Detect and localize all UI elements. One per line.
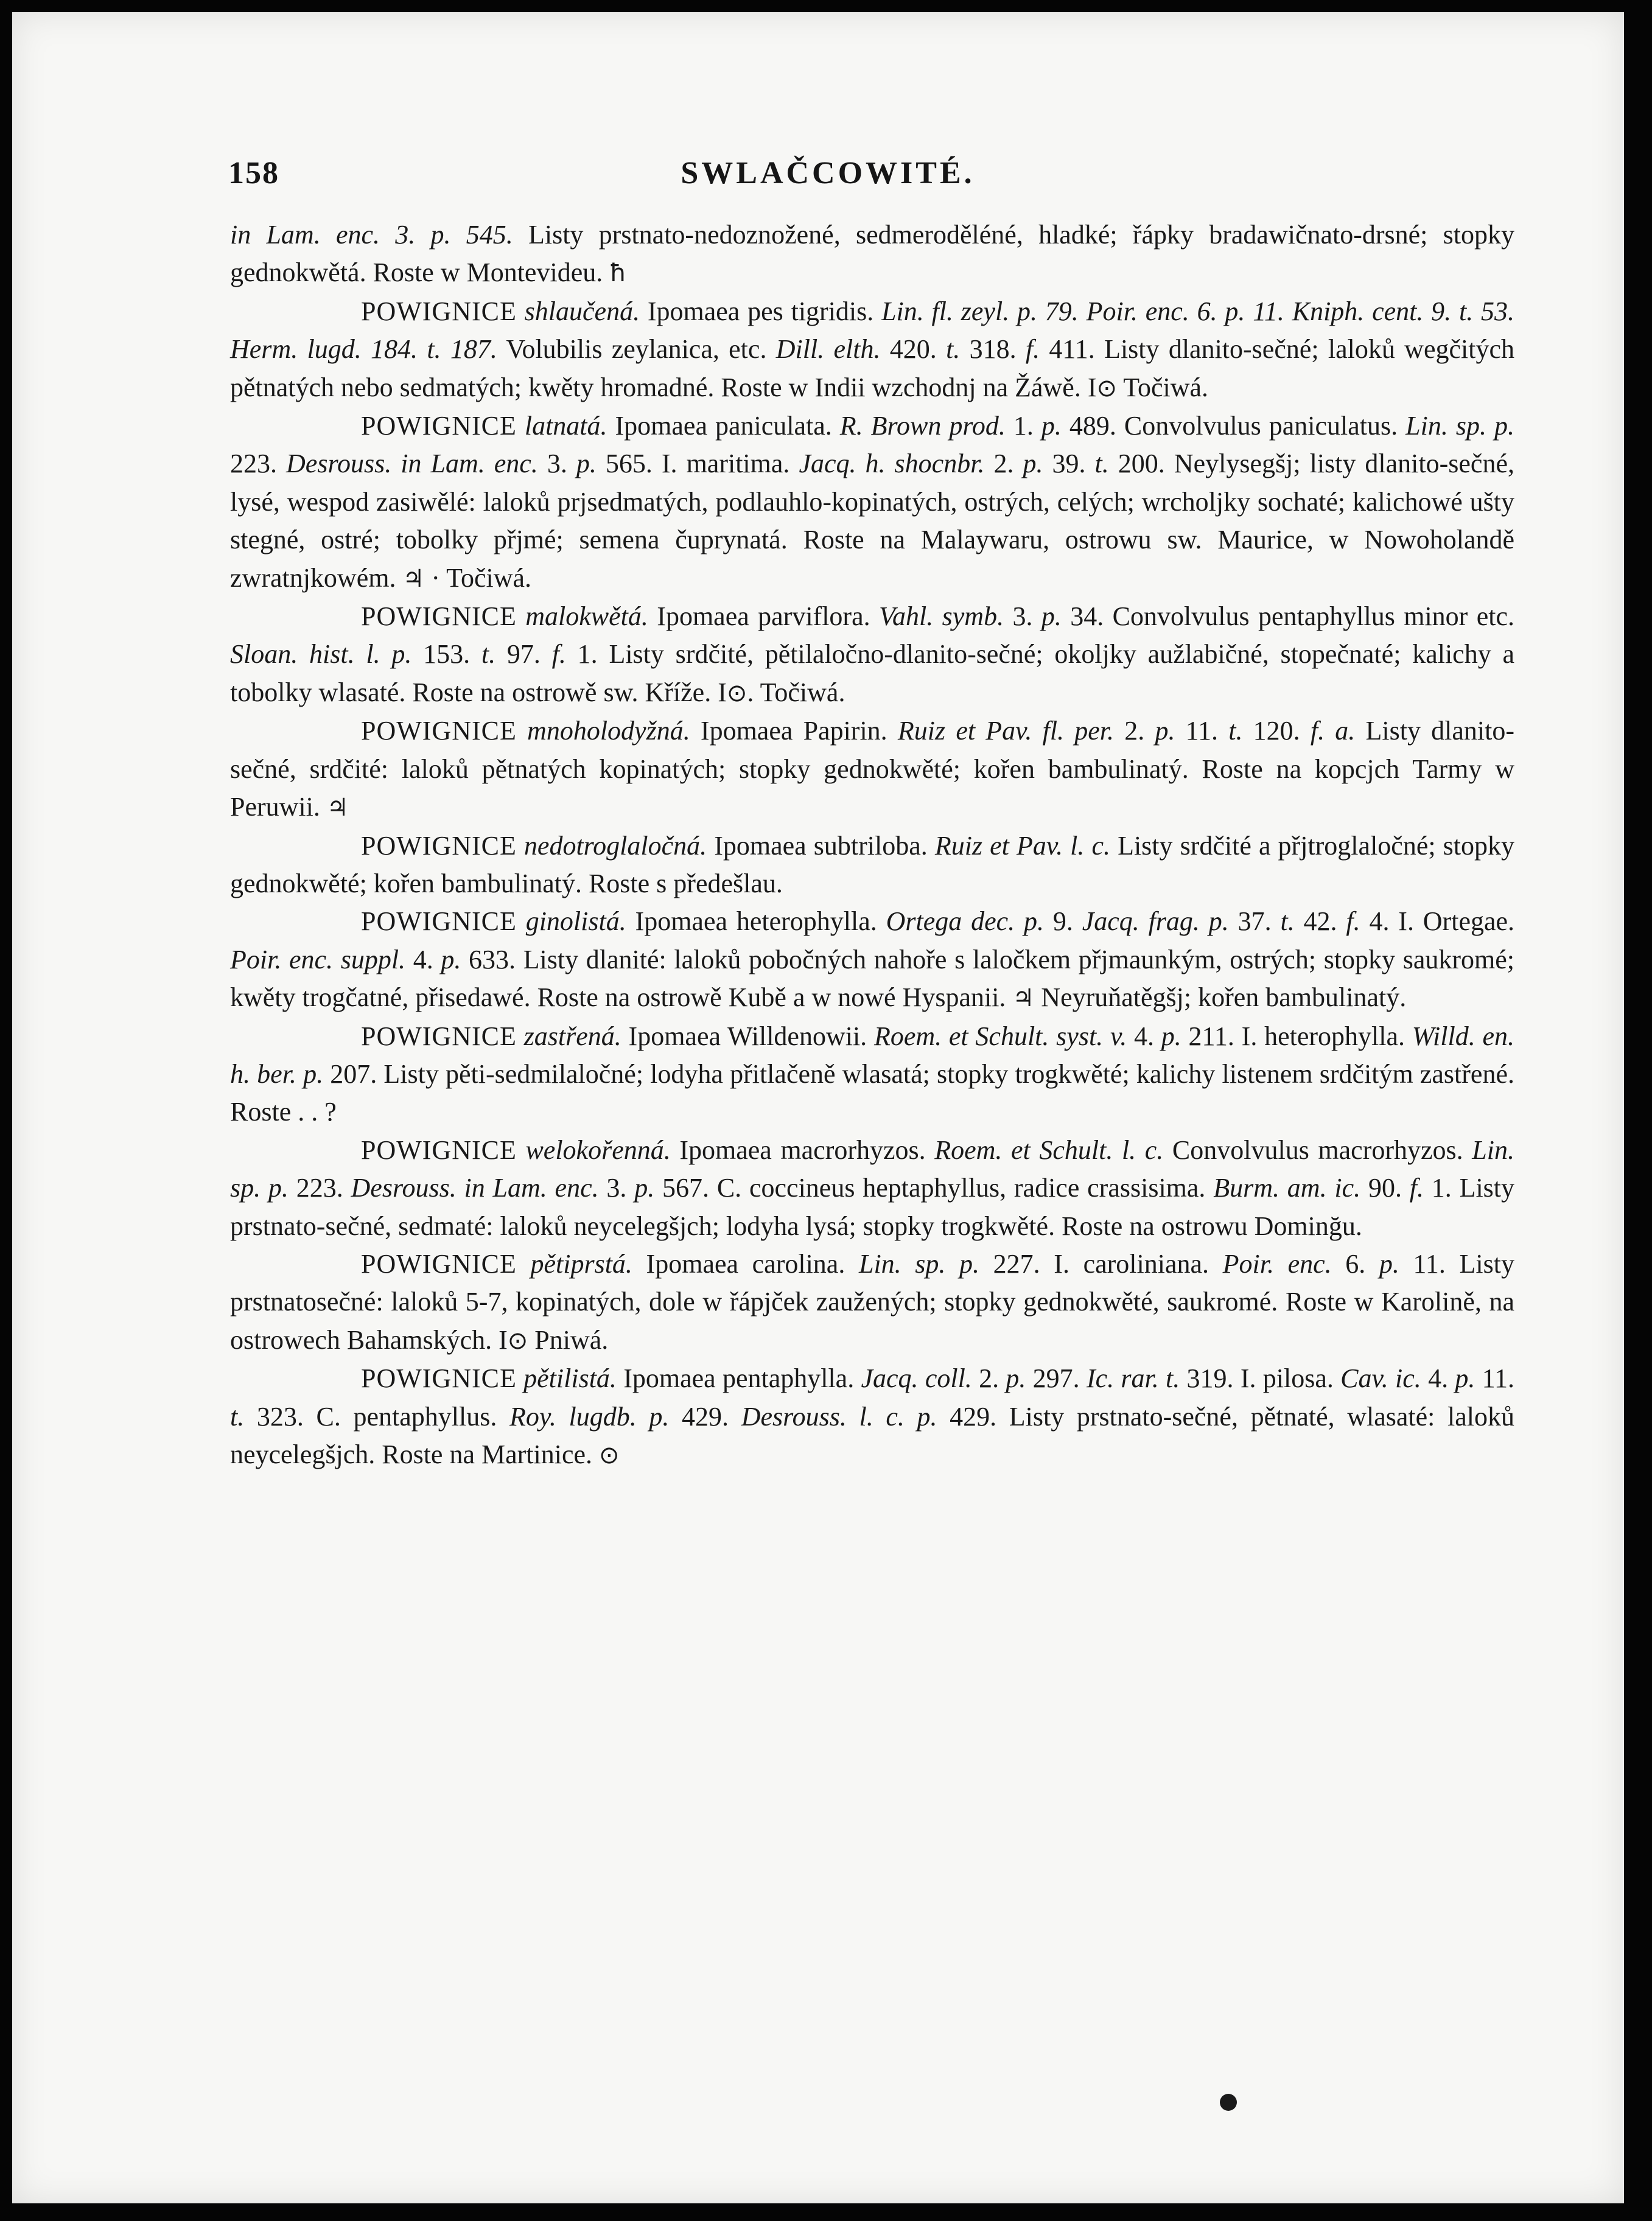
text-segment: 1. (1005, 411, 1041, 441)
citation-segment: p. (1041, 411, 1062, 441)
text-segment: 37. (1228, 906, 1281, 937)
text-segment: Ipomaea parviflora. (648, 601, 880, 632)
citation-segment: f. (1346, 906, 1360, 937)
citation-segment: p. (1155, 716, 1175, 746)
continuation-paragraph (230, 216, 1514, 293)
text-segment: 1. Listy srdčité, pětilaločno-dlanito-sečné; okoljky aužlabičné, stopečnaté; kalichy a tobolky wlasaté. Roste na ostrowě sw. Kříže. I (230, 639, 1514, 707)
botanical-symbol-icon: ♃ (326, 794, 349, 822)
text-segment: · Točiwá. (424, 562, 532, 593)
citation-segment: t. (1094, 449, 1109, 479)
citation-segment: in Lam. enc. 3. p. 545. (230, 220, 513, 250)
text-segment: 3. (1004, 601, 1041, 632)
genus-name: POWIGNICE (361, 1135, 517, 1165)
botanical-symbol-icon: ⊙ (507, 1326, 528, 1355)
citation-segment: ginolistá. (516, 906, 626, 937)
genus-name: POWIGNICE (361, 1363, 517, 1394)
citation-segment: Roem. et Schult. syst. v. (873, 1021, 1127, 1051)
citation-segment: p. (1006, 1363, 1026, 1394)
text-segment: 120. (1242, 716, 1311, 746)
text-segment: Ipomaea macrorhyzos. (670, 1135, 935, 1165)
text-segment: . Točiwá. (747, 677, 845, 707)
text-segment: 319. I. pilosa. (1180, 1363, 1341, 1394)
citation-segment: Lin. sp. p. (858, 1248, 980, 1279)
citation-segment: p. (1023, 449, 1043, 479)
citation-segment: t. (230, 1401, 245, 1432)
citation-segment: t. (481, 639, 496, 670)
botanical-symbol-icon: ⊙ (599, 1441, 620, 1469)
citation-segment: Lin. fl. zeyl. p. 79. Poir. enc. 6. p. 11. Kniph. cent. 9. t. 53. Herm. lugd. 184. t. 187. (230, 296, 1515, 365)
citation-segment: t. (1280, 906, 1295, 937)
genus-name: POWIGNICE (361, 601, 517, 632)
species-entry (230, 903, 1514, 1017)
text-segment: Listy srdčité a přjtroglaločné; stopky gednokwěté; kořen bambulinatý. Roste s předešlau. (230, 830, 1514, 898)
citation-segment: shlaučená. (516, 296, 640, 326)
species-entry (230, 407, 1514, 598)
text-segment: Neyruňatěgšj; kořen bambulinatý. (1034, 982, 1407, 1013)
citation-segment: t. (1228, 716, 1243, 746)
text-segment: 4. (405, 944, 441, 974)
citation-segment: zastřená. (516, 1021, 621, 1051)
citation-segment: f. a. (1310, 716, 1356, 746)
text-segment: Volubilis zeylanica, etc. (497, 334, 776, 365)
text-segment: 633. Listy dlanité: laloků pobočných nahoře s laločkem přjmaunkým, ostrých; stopky saukromé; kwěty trogčatné, přisedawé. Roste na ostrowě Kubě a w nowé Hyspanii. (230, 944, 1514, 1013)
text-segment: 11. (1175, 716, 1229, 746)
citation-segment: Poir. enc. suppl. (230, 944, 406, 974)
botanical-symbol-icon: ħ (609, 259, 627, 288)
text-segment: Convolvulus macrorhyzos. (1163, 1135, 1472, 1165)
genus-name: POWIGNICE (361, 1248, 517, 1279)
citation-segment: R. Brown prod. (839, 411, 1006, 441)
botanical-symbol-icon: ⊙ (1096, 374, 1117, 402)
citation-segment: f. (1409, 1173, 1424, 1203)
citation-segment: f. (551, 639, 566, 670)
text-segment: Ipomaea pentaphylla. (616, 1363, 861, 1394)
citation-segment: Desrouss. l. c. p. (741, 1401, 937, 1432)
species-entry (230, 827, 1514, 903)
citation-segment: welokořenná. (516, 1135, 671, 1165)
text-segment: 4. (1127, 1021, 1161, 1051)
citation-segment: Dill. elth. (775, 334, 881, 365)
running-head-title: SWLAČCOWITÉ. (681, 156, 975, 191)
page-header (228, 155, 1427, 204)
species-entry (230, 1131, 1514, 1245)
citation-segment: p. (1455, 1363, 1475, 1394)
text-segment: 4. I. Ortegae. (1360, 906, 1515, 937)
text-segment: 90. (1360, 1173, 1410, 1203)
text-segment: Ipomaea pes tigridis. (640, 296, 882, 326)
genus-name: POWIGNICE (361, 1021, 517, 1051)
text-segment: 11. Listy prstnatosečné: laloků 5-7, kopinatých, dole w řápjček zaužených; stopky gednokwěté, saukromé. Roste w Karolině, na ostrowech Bahamských. I (230, 1248, 1514, 1355)
text-segment: 489. Convolvulus paniculatus. (1061, 411, 1406, 441)
citation-segment: p. (1041, 601, 1062, 632)
text-segment: 207. Listy pěti-sedmilaločné; lodyha přitlačeně wlasatá; stopky trogkwěté; kalichy listenem srdčitým zastřené. Roste . . ? (230, 1058, 1514, 1127)
text-segment: 2. (984, 449, 1023, 479)
text-segment: 429. Listy prstnato-sečné, pětnaté, wlasaté: laloků neycelegšjch. Roste na Martinice. (230, 1401, 1515, 1469)
text-segment: 323. C. pentaphyllus. (244, 1401, 509, 1432)
species-entry (230, 712, 1514, 827)
citation-segment: latnatá. (516, 411, 607, 441)
text-segment: 3. (598, 1173, 635, 1203)
citation-segment: p. (1161, 1021, 1181, 1051)
text-segment: Ipomaea carolina. (632, 1248, 859, 1279)
text-segment: 420. (880, 334, 947, 365)
text-segment: 153. (411, 639, 481, 670)
text-segment: 411. Listy dlanito-sečné; laloků wegčitých pětnatých nebo sedmatých; kwěty hromadné. Roste w Indii wzchodnj na Žáwě. I (230, 334, 1514, 402)
citation-segment: Lin. sp. p. (230, 1135, 1514, 1203)
text-segment: 200. Neylysegšj; listy dlanito-sečné, lysé, wespod zasiwělé: laloků prjsedmatých, podlauhlo-kopinatých, ostrých, celých; wrcholjky sochaté; kalichowé ušty stegné, ostré; tobolky přjmé; semena čuprynatá. Roste na Malaywaru, ostrowu sw. Maurice, w Nowoholandě zwratnjkowém. (230, 449, 1514, 593)
citation-segment: Ic. rar. t. (1086, 1363, 1180, 1394)
page-number: 158 (228, 156, 279, 191)
citation-segment: malokwětá. (516, 601, 648, 632)
genus-name: POWIGNICE (361, 830, 517, 861)
citation-segment: p. (576, 449, 597, 479)
genus-name: POWIGNICE (361, 296, 517, 326)
citation-segment: t. (946, 334, 961, 365)
ink-spot (1220, 2094, 1237, 2111)
citation-segment: Jacq. coll. (861, 1363, 972, 1394)
citation-segment: Roy. lugdb. p. (509, 1401, 670, 1432)
page-body-text (230, 216, 1514, 1474)
text-segment: 97. (495, 639, 552, 670)
text-segment: Listy dlanito-sečné, srdčité: laloků pětnatých kopinatých; stopky gednokwěté; kořen bambulinatý. Roste na kopcjch Tarmy w Peruwii. (230, 716, 1515, 822)
text-segment: Točiwá. (1116, 372, 1209, 402)
text-segment: 9. (1044, 906, 1082, 937)
text-segment: Ipomaea heterophylla. (626, 906, 886, 937)
citation-segment: Roem. et Schult. l. c. (934, 1135, 1164, 1165)
botanical-symbol-icon: ♃ (402, 564, 425, 593)
text-segment: Ipomaea Willdenowii. (621, 1021, 874, 1051)
citation-segment: Jacq. frag. p. (1082, 906, 1229, 937)
species-entry (230, 598, 1514, 712)
text-segment: 2. (971, 1363, 1006, 1394)
genus-name: POWIGNICE (361, 411, 517, 441)
text-segment: 211. I. heterophylla. (1181, 1021, 1412, 1051)
botanical-symbol-icon: ♃ (1012, 984, 1035, 1013)
citation-segment: Vahl. symb. (879, 601, 1004, 632)
citation-segment: Sloan. hist. l. p. (230, 639, 412, 670)
citation-segment: Poir. enc. (1222, 1248, 1332, 1279)
citation-segment: Burm. am. ic. (1213, 1173, 1361, 1203)
citation-segment: Ruiz et Pav. fl. per. (897, 716, 1115, 746)
citation-segment: p. (1379, 1248, 1399, 1279)
citation-segment: pětiprstá. (516, 1248, 632, 1279)
text-segment: 227. I. caroliniana. (979, 1248, 1223, 1279)
citation-segment: Lin. sp. p. (1405, 411, 1514, 441)
citation-segment: nedotroglaločná. (516, 830, 707, 861)
citation-segment: Desrouss. in Lam. enc. (351, 1173, 599, 1203)
text-segment: Ipomaea Papirin. (690, 716, 898, 746)
citation-segment: p. (441, 944, 461, 974)
species-entry (230, 1245, 1514, 1360)
citation-segment: Ruiz et Pav. l. c. (934, 830, 1110, 861)
text-segment: 567. C. coccineus heptaphyllus, radice crassisima. (654, 1173, 1214, 1203)
text-segment: 11. (1475, 1363, 1515, 1394)
text-segment: 34. Convolvulus pentaphyllus minor etc. (1061, 601, 1514, 632)
genus-name: POWIGNICE (361, 906, 517, 937)
species-entry (230, 1360, 1514, 1474)
text-segment: 4. (1421, 1363, 1455, 1394)
citation-segment: mnoholodyžná. (516, 716, 690, 746)
species-entry (230, 293, 1514, 407)
citation-segment: pětilistá. (516, 1363, 617, 1394)
text-segment: Listy prstnato-nedoznožené, sedmeroděléné, hladké; řápky bradawičnato-drsné; stopky gednokwětá. Roste w Montevideu. (230, 220, 1514, 288)
genus-name: POWIGNICE (361, 716, 517, 746)
text-segment: 3. (537, 449, 576, 479)
text-segment: 2. (1114, 716, 1155, 746)
text-segment: Pniwá. (528, 1324, 609, 1355)
text-segment: 1. Listy prstnato-sečné, sedmaté: laloků neycelegšjch; lodyha lysá; stopky trogkwěté. Roste na ostrowu Dominğu. (230, 1173, 1515, 1241)
citation-segment: Willd. en. h. ber. p. (230, 1021, 1514, 1089)
text-segment: 318. (960, 334, 1026, 365)
text-segment: 429. (669, 1401, 741, 1432)
citation-segment: f. (1025, 334, 1040, 365)
text-segment: 565. I. maritima. (596, 449, 799, 479)
citation-segment: Jacq. h. shocnbr. (799, 449, 985, 479)
citation-segment: Desrouss. in Lam. enc. (286, 449, 538, 479)
species-entry (230, 1018, 1514, 1131)
text-segment: 6. (1331, 1248, 1379, 1279)
text-segment: 297. (1026, 1363, 1087, 1394)
text-segment: 223. (288, 1173, 351, 1203)
text-segment: 39. (1043, 449, 1095, 479)
text-segment: 42. (1294, 906, 1346, 937)
text-segment: Ipomaea subtriloba. (707, 830, 935, 861)
text-segment: 223. (230, 449, 287, 479)
citation-segment: Ortega dec. p. (886, 906, 1044, 937)
citation-segment: p. (634, 1173, 655, 1203)
text-segment: Ipomaea paniculata. (607, 411, 840, 441)
citation-segment: Cav. ic. (1340, 1363, 1421, 1394)
botanical-symbol-icon: ⊙ (726, 679, 747, 707)
